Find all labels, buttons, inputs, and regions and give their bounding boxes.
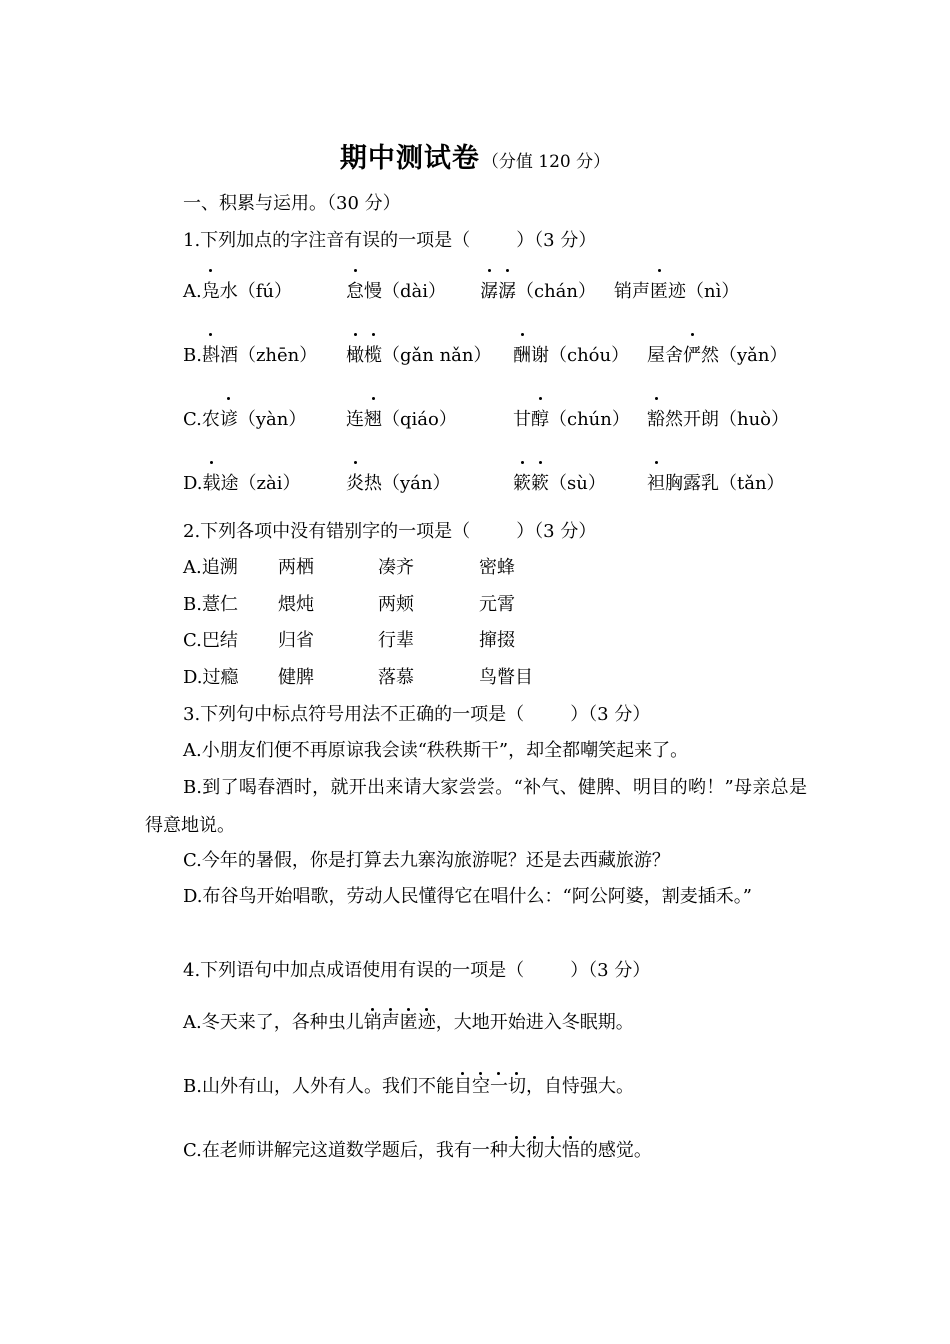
question-1-score: ）（3 分） [516,230,597,251]
emphasis-char: 一 [489,1076,508,1097]
emphasis-char: 簌 [513,464,531,504]
dotted-char [531,409,549,430]
option-item [513,464,606,504]
option-label: B. [183,345,202,366]
sentence-text: C.在老师讲解完这道数学题后，我有一种 [183,1140,508,1161]
emphasis-char: 怠 [346,272,364,312]
emphasis-char: 大 [507,1140,526,1161]
question-3-option-d[interactable]: D.布谷鸟开始唱歌，劳动人民懂得它在唱什么：“阿公阿婆，割麦插禾。” [183,886,752,907]
item-prefix: 甘 [513,409,531,430]
title-score: （分值 120 分） [481,152,611,172]
section-heading: 一、积累与运用。（30 分） [183,193,401,214]
word-cell: 元霄 [479,594,515,615]
question-4-stem-text: 4.下列语句中加点成语使用有误的一项是（ [183,960,525,981]
option-label: D. [183,473,203,494]
question-3-option-b[interactable]: B.到了喝春酒时，就开出来请大家尝尝。“补气、健脾、明目的哟！”母亲总是得意地说。 [145,777,807,836]
dotted-char [346,345,382,366]
option-item [513,336,629,376]
item-pinyin: 迹（nì） [668,281,740,302]
question-4-option-b[interactable] [183,1075,634,1099]
emphasis-char: 潺 [480,272,498,312]
emphasis-char: 匿 [650,272,668,312]
item-prefix: 屋舍 [647,345,683,366]
emphasis-char: 声 [381,1012,400,1033]
emphasis-char: 迹 [417,1012,436,1033]
question-2-score: ）（3 分） [516,521,597,542]
item-pinyin: 酒（zhēn） [219,345,318,366]
item-prefix: 销声 [614,281,650,302]
word-cell: B.薏仁 [183,594,238,615]
option-item [346,336,492,376]
question-3-stem-text: 3.下列句中标点符号用法不正确的一项是（ [183,704,525,725]
emphasis-char: 彻 [525,1140,544,1161]
item-prefix: 连 [346,409,364,430]
item-pinyin: 慢（dài） [364,281,447,302]
word-cell: 两栖 [278,557,314,578]
emphasis-char: 豁 [647,400,665,440]
question-2-stem-text: 2.下列各项中没有错别字的一项是（ [183,521,471,542]
option-item [647,400,789,440]
item-pinyin: （chán） [516,281,596,302]
emphasis-char: 潺 [498,272,516,312]
emphasis-char: 凫 [202,272,220,312]
question-4-stem [183,959,650,983]
question-1-stem-text: 1.下列加点的字注音有误的一项是（ [183,230,471,251]
emphasis-char: 斟 [202,336,220,376]
emphasis-char: 醇 [531,400,549,440]
word-cell: 健脾 [278,667,314,688]
option-item [183,336,317,376]
emphasis-char: 空 [471,1076,490,1097]
dotted-char [513,345,531,366]
dotted-char [202,281,220,302]
item-prefix: 农 [201,409,220,430]
dotted-char [346,473,364,494]
word-cell: 煨炖 [278,594,314,615]
item-pinyin: 然开朗（huò） [665,409,790,430]
emphasis-char: 销 [363,1012,382,1033]
dotted-char [683,345,701,366]
dotted-char [203,473,221,494]
option-item [513,400,630,440]
question-3-option-c[interactable]: C.今年的暑假，你是打算去九寨沟旅游呢？还是去西藏旅游？ [183,850,670,871]
question-3-score: ）（3 分） [570,704,651,725]
emphasis-char: 簌 [531,464,549,504]
word-cell: 凑齐 [378,557,414,578]
option-item [346,400,457,440]
item-pinyin: 谢（chóu） [531,345,630,366]
word-cell: 密蜂 [479,557,515,578]
emphasis-char: 大 [543,1140,562,1161]
dotted-char [220,409,238,430]
emphasis-char: 悟 [561,1140,580,1161]
option-label: C. [183,409,202,430]
word-cell: D.过瘾 [183,667,239,688]
sentence-text: B.山外有山，人外有人。我们不能 [183,1076,454,1097]
sentence-text: ，大地开始进入冬眠期。 [435,1012,634,1033]
emphasis-char: 酬 [513,336,531,376]
option-item [346,272,446,312]
sentence-text: A.冬天来了，各种虫儿 [183,1012,364,1033]
dotted-char [647,409,665,430]
word-cell: 落慕 [378,667,414,688]
emphasis-char: 谚 [220,400,238,440]
title-main: 期中测试卷 [339,143,480,174]
dotted-char [202,345,220,366]
emphasis-char: 目 [453,1076,472,1097]
dotted-idiom [454,1076,526,1097]
emphasis-char: 匿 [399,1012,418,1033]
dotted-idiom [364,1012,436,1033]
emphasis-char: 榄 [364,336,382,376]
exam-title [0,136,950,175]
option-item [183,400,306,440]
option-item [647,336,788,376]
word-cell: 撺掇 [479,630,515,651]
dotted-char [346,281,364,302]
item-pinyin: （yàn） [237,409,307,430]
emphasis-char: 炎 [346,464,364,504]
question-4-option-c[interactable] [183,1139,652,1163]
item-pinyin: 胸露乳（tǎn） [665,473,785,494]
option-item [480,272,596,312]
dotted-char [647,473,665,494]
option-item [346,464,451,504]
item-pinyin: 水（fú） [219,281,292,302]
dotted-char [480,281,516,302]
question-2-stem [183,520,596,544]
emphasis-char: 俨 [683,336,701,376]
question-3-option-a[interactable]: A.小朋友们便不再原谅我会读“秩秩斯干”，却全都嘲笑起来了。 [183,740,689,761]
item-pinyin: （chún） [549,409,630,430]
question-3-stem [183,703,650,727]
item-pinyin: （sù） [549,473,606,494]
item-pinyin: 然（yǎn） [701,345,788,366]
option-item [183,272,292,312]
dotted-char [650,281,668,302]
dotted-char [364,409,382,430]
emphasis-char: 橄 [346,336,364,376]
dotted-char [513,473,549,494]
sentence-text: 的感觉。 [579,1140,652,1161]
emphasis-char: 翘 [364,400,382,440]
word-cell: 两颊 [378,594,414,615]
word-cell: 归省 [278,630,314,651]
emphasis-char: 载 [203,464,221,504]
option-item [183,464,301,504]
item-pinyin: 热（yán） [364,473,451,494]
word-cell: 鸟瞥目 [479,667,533,688]
option-label: A. [183,281,202,302]
word-cell: 行辈 [378,630,414,651]
option-item [647,464,785,504]
emphasis-char: 袒 [647,464,665,504]
word-cell: C.巴结 [183,630,238,651]
option-item [614,272,739,312]
dotted-idiom [508,1140,580,1161]
item-pinyin: 途（zài） [220,473,301,494]
emphasis-char: 切 [507,1076,526,1097]
sentence-text: ，自恃强大。 [525,1076,634,1097]
item-pinyin: （qiáo） [382,409,457,430]
question-1-stem [183,229,596,253]
question-4-score: ）（3 分） [570,960,651,981]
word-cell: A.追溯 [183,557,238,578]
item-pinyin: （gǎn nǎn） [382,345,492,366]
question-4-option-a[interactable] [183,1011,634,1035]
